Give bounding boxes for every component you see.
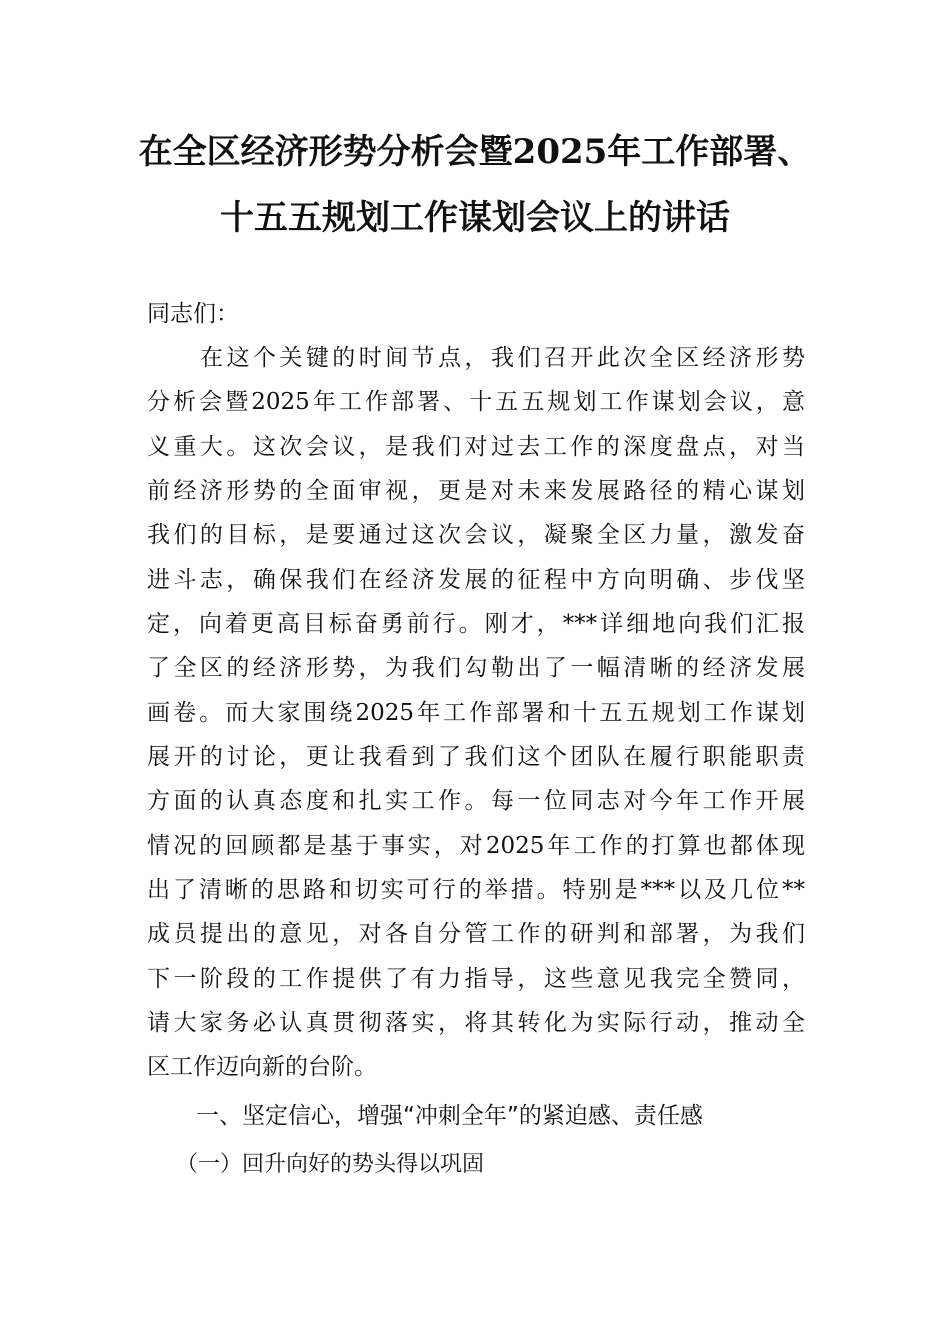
section-heading-1: 一、坚定信心，增强“冲刺全年”的紧迫感、责任感 [196, 1103, 703, 1129]
paragraph-line: 情况的回顾都是基于事实，对2025年工作的打算也都体现 [147, 833, 805, 859]
paragraph-line: 我们的目标，是要通过这次会议，凝聚全区力量，激发奋 [147, 522, 805, 548]
paragraph-line: 方面的认真态度和扎实工作。每一位同志对今年工作开展 [147, 788, 805, 814]
salutation: 同志们： [147, 301, 239, 327]
document-title-line-2: 十五五规划工作谋划会议上的讲话 [220, 198, 730, 238]
paragraph-line: 出了清晰的思路和切实可行的举措。特别是***以及几位** [147, 877, 805, 903]
paragraph-line: 展开的讨论，更让我看到了我们这个团队在履行职能职责 [147, 744, 805, 770]
paragraph-line: 进斗志，确保我们在经济发展的征程中方向明确、步伐坚 [147, 567, 805, 593]
paragraph-line: 前经济形势的全面审视，更是对未来发展路径的精心谋划 [147, 478, 805, 504]
paragraph-line: 在这个关键的时间节点，我们召开此次全区经济形势 [200, 345, 805, 371]
paragraph-line: 区工作迈向新的台阶。 [147, 1054, 377, 1080]
document-title-line-1: 在全区经济形势分析会暨2025年工作部署、 [138, 132, 812, 172]
subsection-heading-1: （一）回升向好的势头得以巩固 [176, 1152, 485, 1177]
paragraph-line: 成员提出的意见，对各自分管工作的研判和部署，为我们 [147, 921, 805, 947]
paragraph-line: 下一阶段的工作提供了有力指导，这些意见我完全赞同， [147, 966, 805, 992]
paragraph-line: 了全区的经济形势，为我们勾勒出了一幅清晰的经济发展 [147, 655, 805, 681]
paragraph-line: 义重大。这次会议，是我们对过去工作的深度盘点，对当 [147, 434, 805, 460]
paragraph-line: 分析会暨2025年工作部署、十五五规划工作谋划会议，意 [147, 389, 805, 415]
paragraph-line: 画卷。而大家围绕2025年工作部署和十五五规划工作谋划 [147, 700, 805, 726]
paragraph-line: 定，向着更高目标奋勇前行。刚才，***详细地向我们汇报 [147, 611, 805, 637]
paragraph-line: 请大家务必认真贯彻落实，将其转化为实际行动，推动全 [147, 1010, 805, 1036]
